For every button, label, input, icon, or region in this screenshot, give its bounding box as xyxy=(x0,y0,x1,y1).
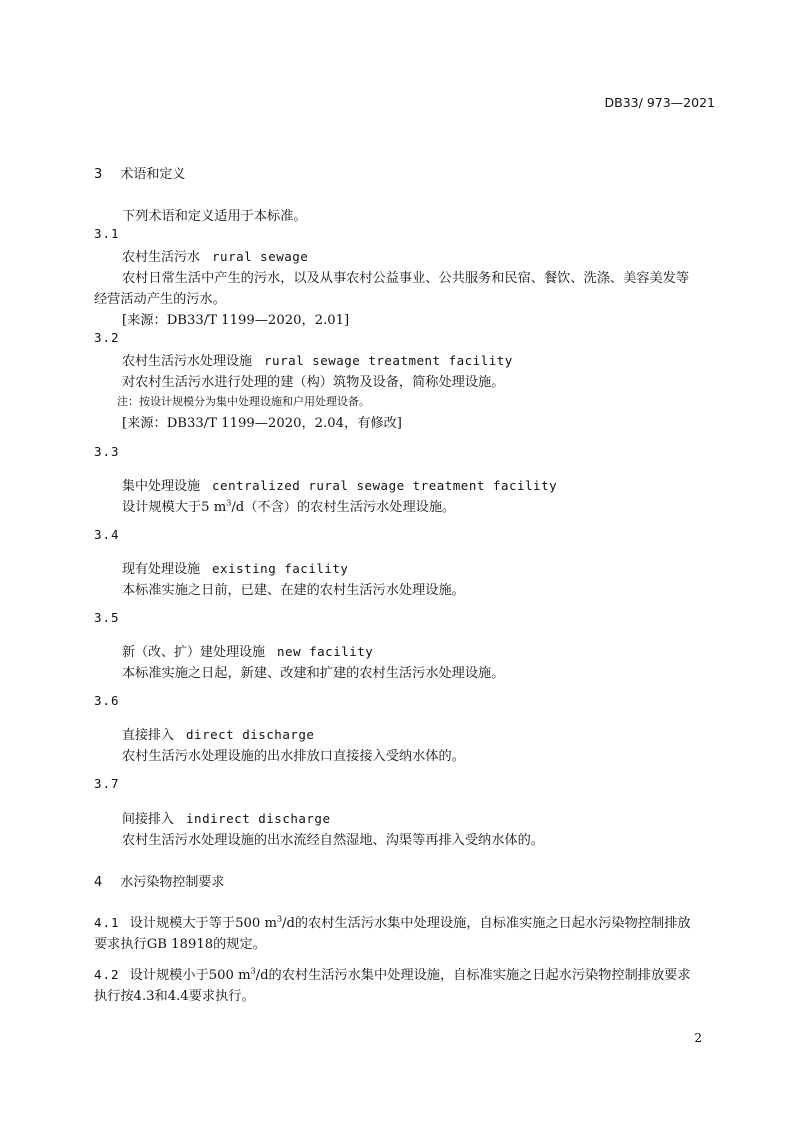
section-intro: 下列术语和定义适用于本标准。 xyxy=(122,209,307,224)
section-4-heading xyxy=(94,871,224,890)
term-zh: 农村生活污水 xyxy=(122,250,201,265)
term-number: 3.2 xyxy=(94,330,120,345)
clause-text: 设计规模小于500 m xyxy=(129,968,251,983)
term-definition: 本标准实施之日前，已建、在建的农村生活污水处理设施。 xyxy=(122,583,465,598)
definition-text: 设计规模大于5 m xyxy=(122,500,227,515)
term-source: [来源：DB33/T 1199—2020，2.04，有修改] xyxy=(122,416,402,431)
term-heading xyxy=(122,246,308,265)
term-heading xyxy=(122,641,373,660)
term-heading xyxy=(122,475,557,494)
term-definition xyxy=(122,496,455,515)
section-number: 3 xyxy=(94,167,103,182)
term-en: existing facility xyxy=(212,561,349,576)
term-number: 3.7 xyxy=(94,776,120,791)
term-zh: 直接排入 xyxy=(122,728,175,743)
term-definition: 对农村生活污水进行处理的建（构）筑物及设备，简称处理设施。 xyxy=(122,375,505,390)
clause xyxy=(94,912,691,931)
term-definition: 本标准实施之日起，新建、改建和扩建的农村生活污水处理设施。 xyxy=(122,666,505,681)
term-en: new facility xyxy=(277,644,374,659)
clause-cont: 执行按4.3和4.4要求执行。 xyxy=(94,989,255,1004)
term-source: [来源：DB33/T 1199—2020，2.01] xyxy=(122,313,350,328)
term-zh: 间接排入 xyxy=(122,812,175,827)
term-definition: 农村生活污水处理设施的出水流经自然湿地、沟渠等再排入受纳水体的。 xyxy=(122,833,544,848)
term-number: 3.4 xyxy=(94,527,120,542)
term-note: 注：按设计规模分为集中处理设施和户用处理设备。 xyxy=(117,395,370,408)
term-en: rural sewage treatment facility xyxy=(264,353,513,368)
term-definition-cont: 经营活动产生的污水。 xyxy=(94,292,226,307)
term-en: centralized rural sewage treatment facility xyxy=(212,478,558,493)
term-zh: 集中处理设施 xyxy=(122,479,201,494)
term-en: indirect discharge xyxy=(186,811,331,826)
clause-number: 4.2 xyxy=(94,967,120,982)
clause-number: 4.1 xyxy=(94,915,120,930)
term-zh: 现有处理设施 xyxy=(122,562,201,577)
document-id: DB33/ 973—2021 xyxy=(604,95,715,110)
term-zh: 新（改、扩）建处理设施 xyxy=(122,645,266,660)
clause-text: 设计规模大于等于500 m xyxy=(129,916,277,931)
term-number: 3.5 xyxy=(94,610,120,625)
superscript: 3 xyxy=(250,966,256,976)
section-number: 4 xyxy=(94,875,103,890)
term-heading xyxy=(122,724,314,743)
term-zh: 农村生活污水处理设施 xyxy=(122,354,253,369)
clause xyxy=(94,964,691,983)
term-number: 3.3 xyxy=(94,444,120,459)
section-title: 水污染物控制要求 xyxy=(120,875,225,890)
term-heading xyxy=(122,808,330,827)
clause-text: /d的农村生活污水集中处理设施，自标准实施之日起水污染物控制排放要求 xyxy=(255,968,691,983)
term-heading xyxy=(122,350,513,369)
term-definition: 农村日常生活中产生的污水，以及从事农村公益事业、公共服务和民宿、餐饮、洗涤、美容美发等 xyxy=(122,271,690,286)
clause-text: /d的农村生活污水集中处理设施，自标准实施之日起水污染物控制排放 xyxy=(282,916,691,931)
term-en: rural sewage xyxy=(212,249,309,264)
section-3-heading xyxy=(94,163,185,182)
superscript: 3 xyxy=(276,914,283,924)
definition-text: /d（不含）的农村生活污水处理设施。 xyxy=(231,500,456,515)
term-heading xyxy=(122,558,348,577)
section-title: 术语和定义 xyxy=(120,167,186,182)
superscript: 3 xyxy=(226,498,232,508)
term-number: 3.6 xyxy=(94,693,120,708)
term-definition: 农村生活污水处理设施的出水排放口直接接入受纳水体的。 xyxy=(122,749,465,764)
term-number: 3.1 xyxy=(94,226,120,241)
clause-cont: 要求执行GB 18918的规定。 xyxy=(94,937,266,952)
page-number: 2 xyxy=(694,1031,702,1045)
term-en: direct discharge xyxy=(186,727,315,742)
